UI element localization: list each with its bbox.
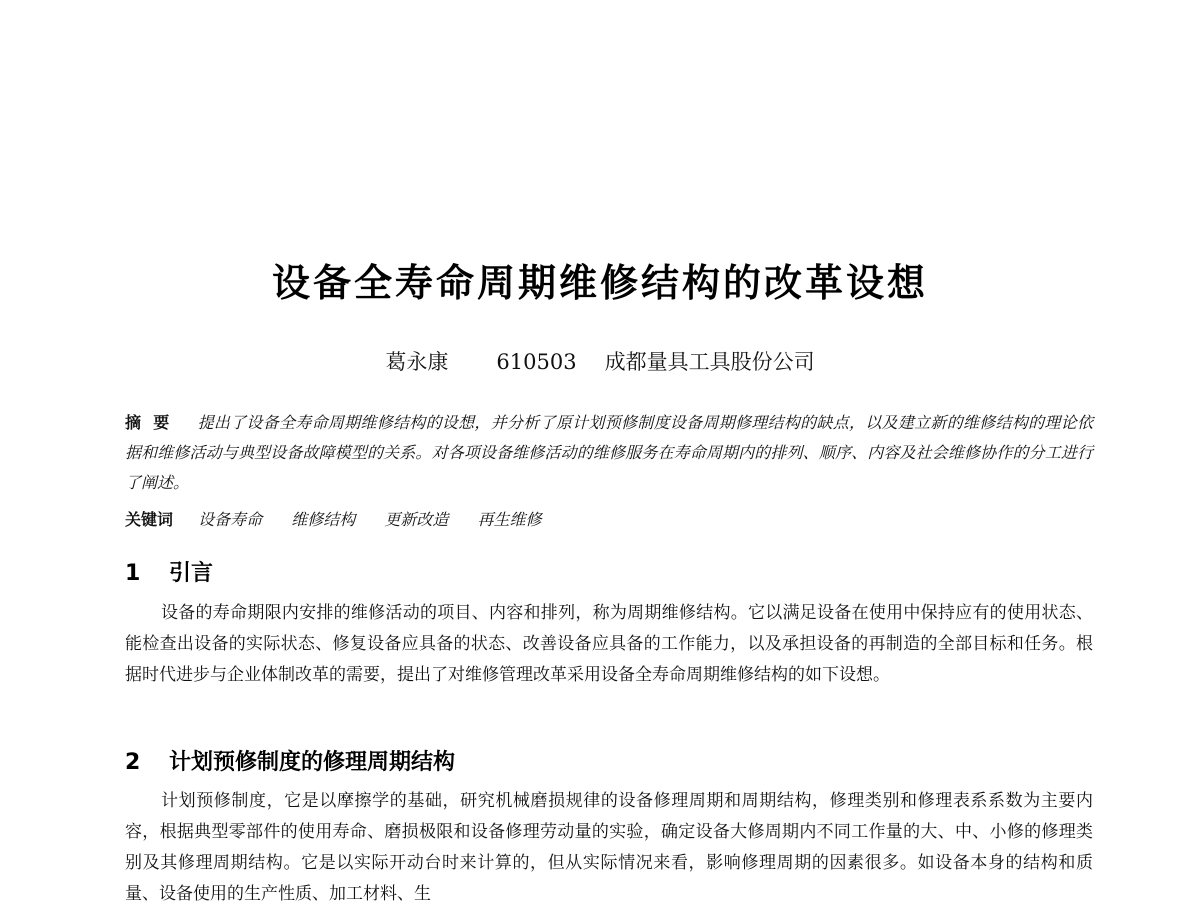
section-title: 计划预修制度的修理周期结构: [169, 750, 456, 775]
section-number: 2: [125, 750, 141, 775]
author-affiliation: 成都量具工具股份公司: [604, 350, 815, 374]
author-line: [0, 346, 1200, 376]
section-paragraph: 设备的寿命期限内安排的维修活动的项目、内容和排列，称为周期维修结构。它以满足设备在使用中保持应有的使用状态、能检查出设备的实际状态、修复设备应具备的状态、改善设备应具备的工作能力，以及承担设备的再制造的全部目标和任务。根据时代进步与企业体制改革的需要，提出了对维修管理改革采用设备全寿命周期维修结构的如下设想。: [125, 603, 1093, 685]
keyword: 更新改造: [384, 510, 449, 529]
section-paragraph: 计划预修制度，它是以摩擦学的基础，研究机械磨损规律的设备修理周期和周期结构，修理类别和修理表系系数为主要内容，根据典型零部件的使用寿命、磨损极限和设备修理劳动量的实验，确定设备大修周期内不同工作量的大、中、小修的修理类别及其修理周期结构。它是以实际开动台时来计算的，但从实际情况来看，影响修理周期的因素很多。如设备本身的结构和质量、设备使用的生产性质、加工材料、生: [125, 791, 1093, 904]
keyword: 设备寿命: [198, 510, 263, 529]
author-postcode: 610503: [496, 350, 577, 374]
abstract: [125, 408, 1093, 498]
keywords-label: 关键词: [125, 510, 174, 529]
section-number: 1: [125, 561, 141, 586]
author-name: 葛永康: [385, 350, 449, 374]
section-heading-introduction: [125, 556, 213, 587]
paper-title: 设备全寿命周期维修结构的改革设想: [271, 261, 928, 305]
keyword: 再生维修: [477, 510, 542, 529]
keywords: [125, 505, 1093, 535]
section-heading-repair-cycle: [125, 745, 455, 776]
keyword: 维修结构: [291, 510, 356, 529]
section-title: 引言: [169, 561, 214, 586]
abstract-text: 提出了设备全寿命周期维修结构的设想，并分析了原计划预修制度设备周期修理结构的缺点，以及建立新的维修结构的理论依据和维修活动与典型设备故障模型的关系。对各项设备维修活动的维修服务在寿命周期内的排列、顺序、内容及社会维修协作的分工进行了阐述。: [125, 413, 1093, 492]
abstract-label: 摘要: [125, 413, 182, 432]
